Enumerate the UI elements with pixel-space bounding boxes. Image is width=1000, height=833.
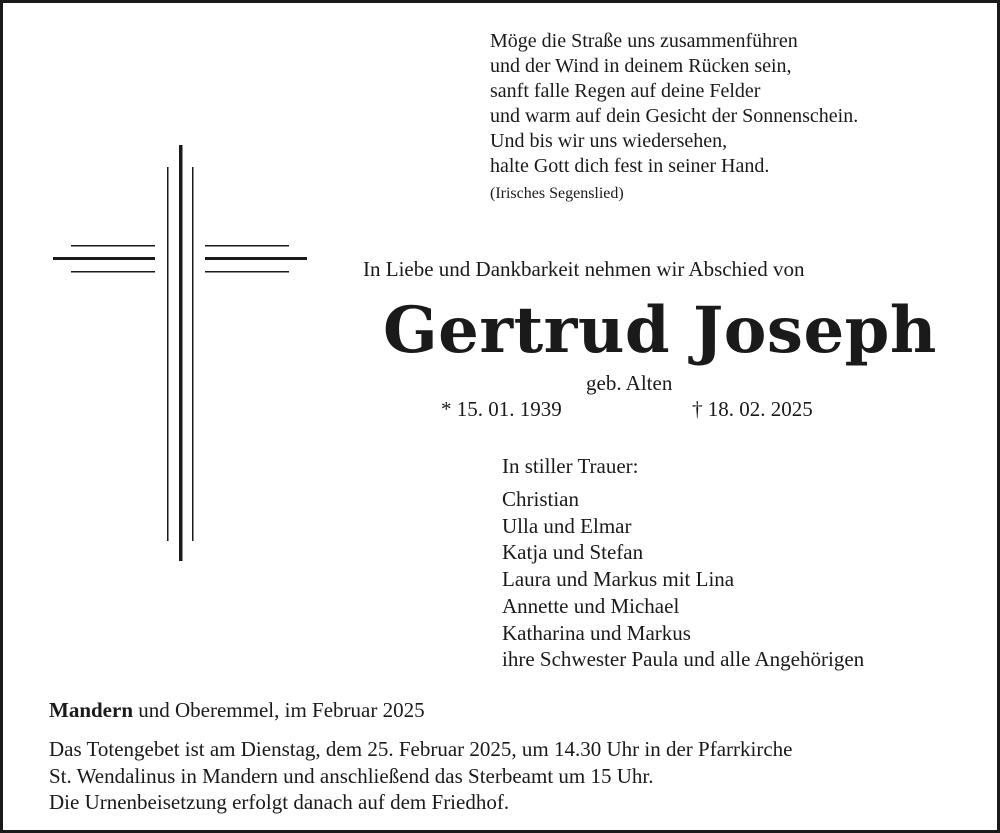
place-date-line [49, 698, 425, 723]
deceased-name: Gertrud Joseph [383, 293, 937, 368]
poem-line: Und bis wir uns wiedersehen, [490, 130, 728, 152]
poem-line: und der Wind in deinem Rücken sein, [490, 55, 792, 77]
mourner: ihre Schwester Paula und alle Angehörigen [502, 647, 865, 672]
intro-text: In Liebe und Dankbarkeit nehmen wir Abschied von [363, 257, 805, 281]
death-date: † 18. 02. 2025 [692, 397, 813, 421]
funeral-line: Die Urnenbeisetzung erfolgt danach auf dem Friedhof. [49, 790, 510, 814]
mourner: Annette und Michael [502, 593, 680, 618]
mourner: Katja und Stefan [502, 540, 644, 565]
funeral-line: Das Totengebet ist am Dienstag, dem 25. Februar 2025, um 14.30 Uhr in der Pfarrkirche [49, 737, 793, 761]
poem-line: halte Gott dich fest in seiner Hand. [490, 155, 770, 177]
poem-line: sanft falle Regen auf deine Felder [490, 80, 761, 102]
mourner: Katharina und Markus [502, 620, 691, 645]
mourners-list [502, 486, 864, 673]
cross-icon [51, 145, 311, 561]
funeral-info [49, 736, 792, 816]
birth-date: * 15. 01. 1939 [441, 397, 562, 421]
mourner: Ulla und Elmar [502, 513, 632, 538]
place-rest: und Oberemmel, im Februar 2025 [133, 698, 425, 722]
mourner: Christian [502, 487, 579, 511]
mourning-heading: In stiller Trauer: [502, 454, 639, 478]
poem-line: Möge die Straße uns zusammenführen [490, 30, 798, 52]
poem [490, 29, 858, 179]
mourner: Laura und Markus mit Lina [502, 567, 735, 592]
funeral-line: St. Wendalinus in Mandern und anschließend das Sterbeamt um 15 Uhr. [49, 763, 654, 788]
poem-line: und warm auf dein Gesicht der Sonnenschein. [490, 105, 859, 127]
poem-source: (Irisches Segenslied) [490, 185, 624, 202]
place-name: Mandern [49, 698, 133, 722]
birth-name: geb. Alten [586, 371, 673, 395]
